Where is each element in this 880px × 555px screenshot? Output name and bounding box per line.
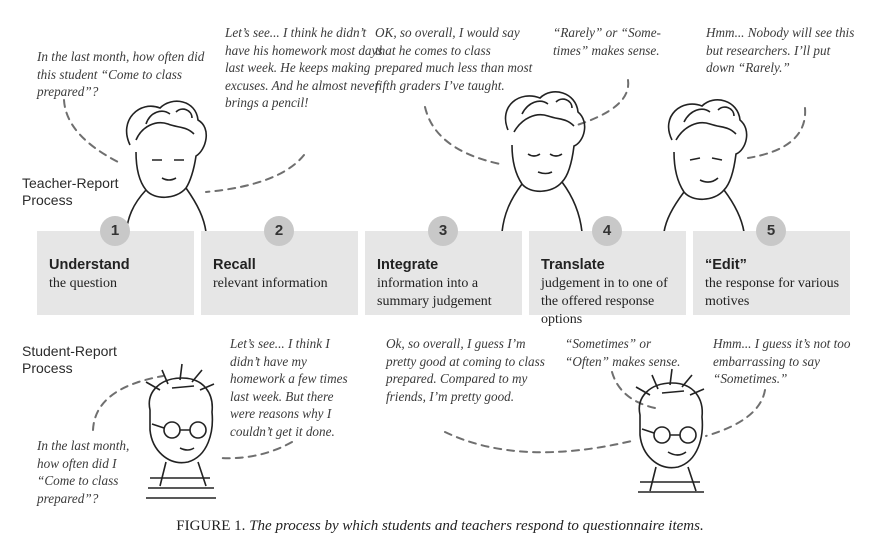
student-report-label: Student-Report Process bbox=[22, 343, 117, 376]
teacher-quote-integrate: OK, so overall, I would say that he comes to class prepared much less than most fifth graders I’ve taught. bbox=[375, 25, 533, 93]
step-number-2: 2 bbox=[264, 216, 294, 246]
step-title: Integrate bbox=[377, 257, 439, 273]
thought-line-t4 bbox=[574, 80, 628, 126]
teacher-quote-translate: “Rarely” or “Some-times” makes sense. bbox=[553, 25, 661, 58]
step-desc: the question bbox=[49, 276, 118, 291]
thought-line-s2 bbox=[220, 442, 292, 458]
step-number-4: 4 bbox=[592, 216, 622, 246]
teacher-report-label: Teacher-Report Process bbox=[22, 175, 119, 208]
thought-line-t1 bbox=[64, 100, 118, 162]
step-desc: information into a summary judgement bbox=[377, 276, 492, 309]
student-quote-translate: “Sometimes” or “Often” makes sense. bbox=[565, 336, 681, 369]
caption-prefix: FIGURE 1. bbox=[176, 518, 246, 534]
thought-line-s3 bbox=[445, 432, 636, 452]
teacher-quote-recall: Let’s see... I think he didn’t have his homework most days last week. He keeps making excuses. And he almost never brings a pencil! bbox=[225, 25, 383, 110]
thought-line-t5 bbox=[748, 108, 805, 158]
teacher-quote-understand: In the last month, how often did this student “Come to class prepared”? bbox=[37, 49, 205, 99]
caption-text: The process by which students and teachers respond to questionnaire items. bbox=[249, 518, 704, 534]
thought-line-s5 bbox=[706, 390, 765, 436]
teacher-quote-edit: Hmm... Nobody will see this but researchers. I’ll put down “Rarely.” bbox=[706, 25, 855, 75]
step-desc: relevant information bbox=[213, 276, 328, 291]
teacher-face-3 bbox=[502, 92, 585, 232]
teacher-face-1 bbox=[126, 101, 206, 232]
step-number-3: 3 bbox=[428, 216, 458, 246]
thought-line-s1 bbox=[93, 376, 163, 430]
step-desc: the response for various motives bbox=[705, 276, 840, 309]
thought-line-t2 bbox=[206, 155, 304, 192]
step-title: “Edit” bbox=[705, 257, 747, 273]
step-title: Understand bbox=[49, 257, 130, 273]
teacher-face-5 bbox=[664, 100, 747, 232]
thought-line-t3 bbox=[425, 107, 500, 164]
student-quote-integrate: Ok, so overall, I guess I’m pretty good at coming to class prepared. Compared to my friends, I’m pretty good. bbox=[386, 336, 545, 404]
step-number-1: 1 bbox=[100, 216, 130, 246]
student-quote-edit: Hmm... I guess it’s not too embarrassing to say “Sometimes.” bbox=[713, 336, 851, 386]
student-quote-recall: Let’s see... I think I didn’t have my homework a few times last week. But there were reasons why I couldn’t get it done. bbox=[230, 336, 348, 439]
student-face-5 bbox=[636, 369, 704, 492]
student-face-1 bbox=[146, 364, 216, 498]
step-number-5: 5 bbox=[756, 216, 786, 246]
step-title: Translate bbox=[541, 257, 605, 273]
step-title: Recall bbox=[213, 257, 256, 273]
figure-caption bbox=[0, 518, 880, 535]
student-quote-understand: In the last month, how often did I “Come to class prepared”? bbox=[37, 438, 130, 506]
step-desc: judgement in to one of the offered response options bbox=[541, 276, 668, 327]
